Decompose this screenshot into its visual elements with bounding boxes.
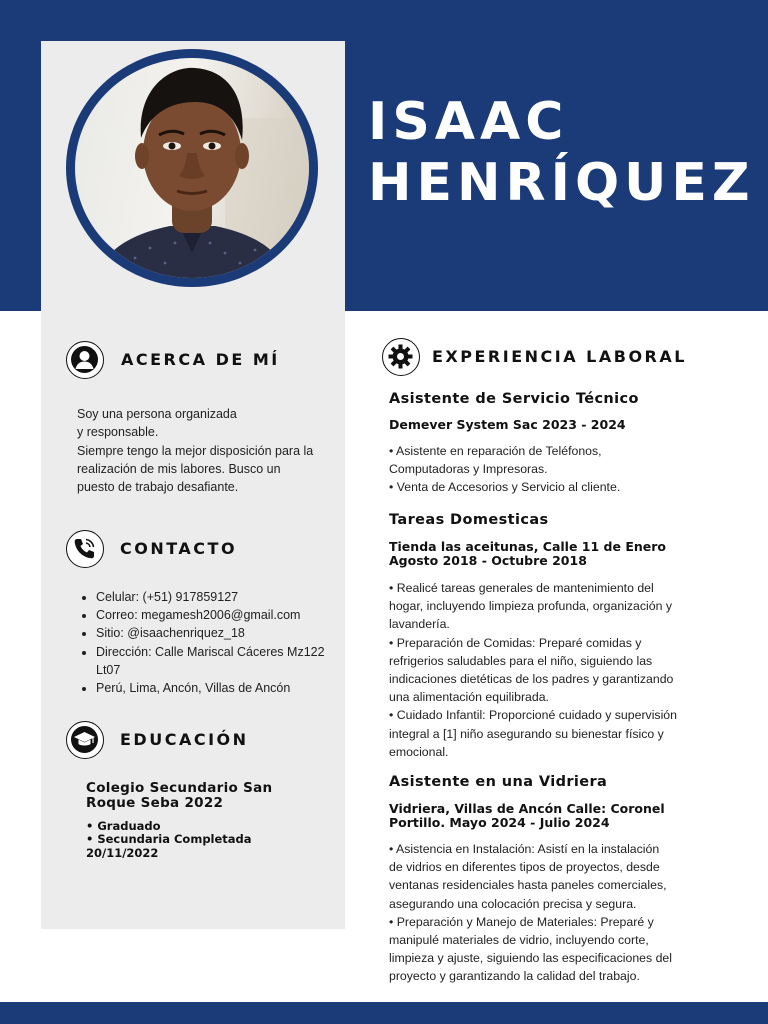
job-company-line: Tienda las aceitunas, Calle 11 de Enero: [389, 539, 666, 554]
gear-icon: [382, 338, 420, 376]
footer-band: [0, 1002, 768, 1024]
about-title: ACERCA DE MÍ: [121, 350, 280, 369]
job-desc-line: limpieza y ajuste, siguiendo las especificaciones del: [389, 951, 672, 966]
education-detail: • Graduado: [86, 819, 161, 833]
contact-location: • Perú, Lima, Ancón, Villas de Ancón: [96, 679, 351, 697]
job-desc-line: refrigerios saludables para el niño, siguiendo las: [389, 653, 653, 668]
about-line: Soy una persona organizada: [77, 407, 237, 421]
job-company: [389, 418, 719, 432]
job-desc-line: proyecto y garantizando la calidad del trabajo.: [389, 969, 640, 984]
job-desc-line: • Preparación de Comidas: Preparé comidas y: [389, 635, 642, 650]
job-company-line: Portillo. Mayo 2024 - Julio 2024: [389, 815, 610, 830]
school-name: Colegio Secundario San Roque Seba 2022: [86, 780, 273, 811]
job-desc-line: • Preparación y Manejo de Materiales: Preparé y: [389, 914, 654, 929]
contact-email: • Correo: megamesh2006@gmail.com: [96, 606, 351, 624]
about-line: Siempre tengo la mejor disposición para la: [77, 443, 314, 458]
job-description: [389, 442, 719, 497]
job-desc-line: manipulé materiales de vidrio, incluyendo corte,: [389, 933, 649, 948]
job-desc-line: emocional.: [389, 744, 449, 759]
job-company-line: Vidriera, Villas de Ancón Calle: Coronel: [389, 801, 665, 816]
contact-list: [77, 588, 351, 697]
about-line: y responsable.: [77, 425, 159, 440]
contact-address: • Dirección: Calle Mariscal Cáceres Mz122 Lt07: [96, 643, 351, 679]
job-desc-line: • Asistencia en Instalación: Asistí en la instalación: [389, 842, 660, 856]
job-desc-line: • Cuidado Infantil: Proporcioné cuidado y supervisión: [389, 708, 677, 723]
education-detail: • Secundaria Completada: [86, 832, 252, 847]
first-name: ISAAC: [368, 92, 569, 152]
contact-site: • Sitio: @isaachenriquez_18: [96, 624, 351, 642]
job-desc-line: • Venta de Accesorios y Servicio al cliente.: [389, 480, 621, 495]
job-desc-line: • Realicé tareas generales de mantenimiento del: [389, 581, 654, 595]
experience-title: EXPERIENCIA LABORAL: [432, 347, 687, 366]
graduation-cap-icon: [66, 721, 104, 759]
job-company: [389, 802, 719, 830]
contact-title: CONTACTO: [120, 539, 238, 558]
job-desc-line: indicaciones dietéticas de los padres y garantizando: [389, 672, 674, 687]
about-line: realización de mis labores. Busco un: [77, 461, 281, 476]
last-name: HENRÍQUEZ: [368, 153, 755, 213]
education-details: [86, 820, 326, 860]
job-company: [389, 540, 719, 568]
job-desc-line: una alimentación equilibrada.: [389, 690, 549, 705]
job-desc-line: lavandería.: [389, 617, 450, 632]
job-desc-line: • Asistente en reparación de Teléfonos,: [389, 444, 602, 458]
candidate-name: [368, 92, 758, 214]
job-desc-line: hogar, incluyendo limpieza profunda, organización y: [389, 599, 673, 614]
job-company-line: Demever System Sac 2023 - 2024: [389, 417, 626, 432]
profile-photo: [66, 49, 318, 287]
about-line: puesto de trabajo desafiante.: [77, 480, 239, 495]
contact-phone: • Celular: (+51) 917859127: [96, 588, 351, 606]
job-description: [389, 840, 719, 986]
job-title: Tareas Domesticas: [389, 512, 549, 528]
job-company-line: Agosto 2018 - Octubre 2018: [389, 553, 587, 568]
job-desc-line: integral a [1] niño asegurando su bienestar físico y: [389, 726, 664, 741]
job-desc-line: Computadoras y Impresoras.: [389, 462, 548, 477]
user-icon: [66, 341, 104, 379]
job-desc-line: ventanas residenciales hasta paneles comerciales,: [389, 878, 667, 893]
job-title: Asistente en una Vidriera: [389, 774, 608, 790]
education-detail: 20/11/2022: [86, 845, 159, 860]
job-desc-line: de vidrios en diferentes tipos de proyectos, desde: [389, 860, 660, 875]
job-desc-line: asegurando una colocación precisa y segura.: [389, 896, 637, 911]
education-title: EDUCACIÓN: [120, 730, 249, 749]
job-title: Asistente de Servicio Técnico: [389, 391, 639, 407]
job-description: [389, 579, 719, 761]
about-text: [77, 405, 332, 496]
phone-icon: [66, 530, 104, 568]
